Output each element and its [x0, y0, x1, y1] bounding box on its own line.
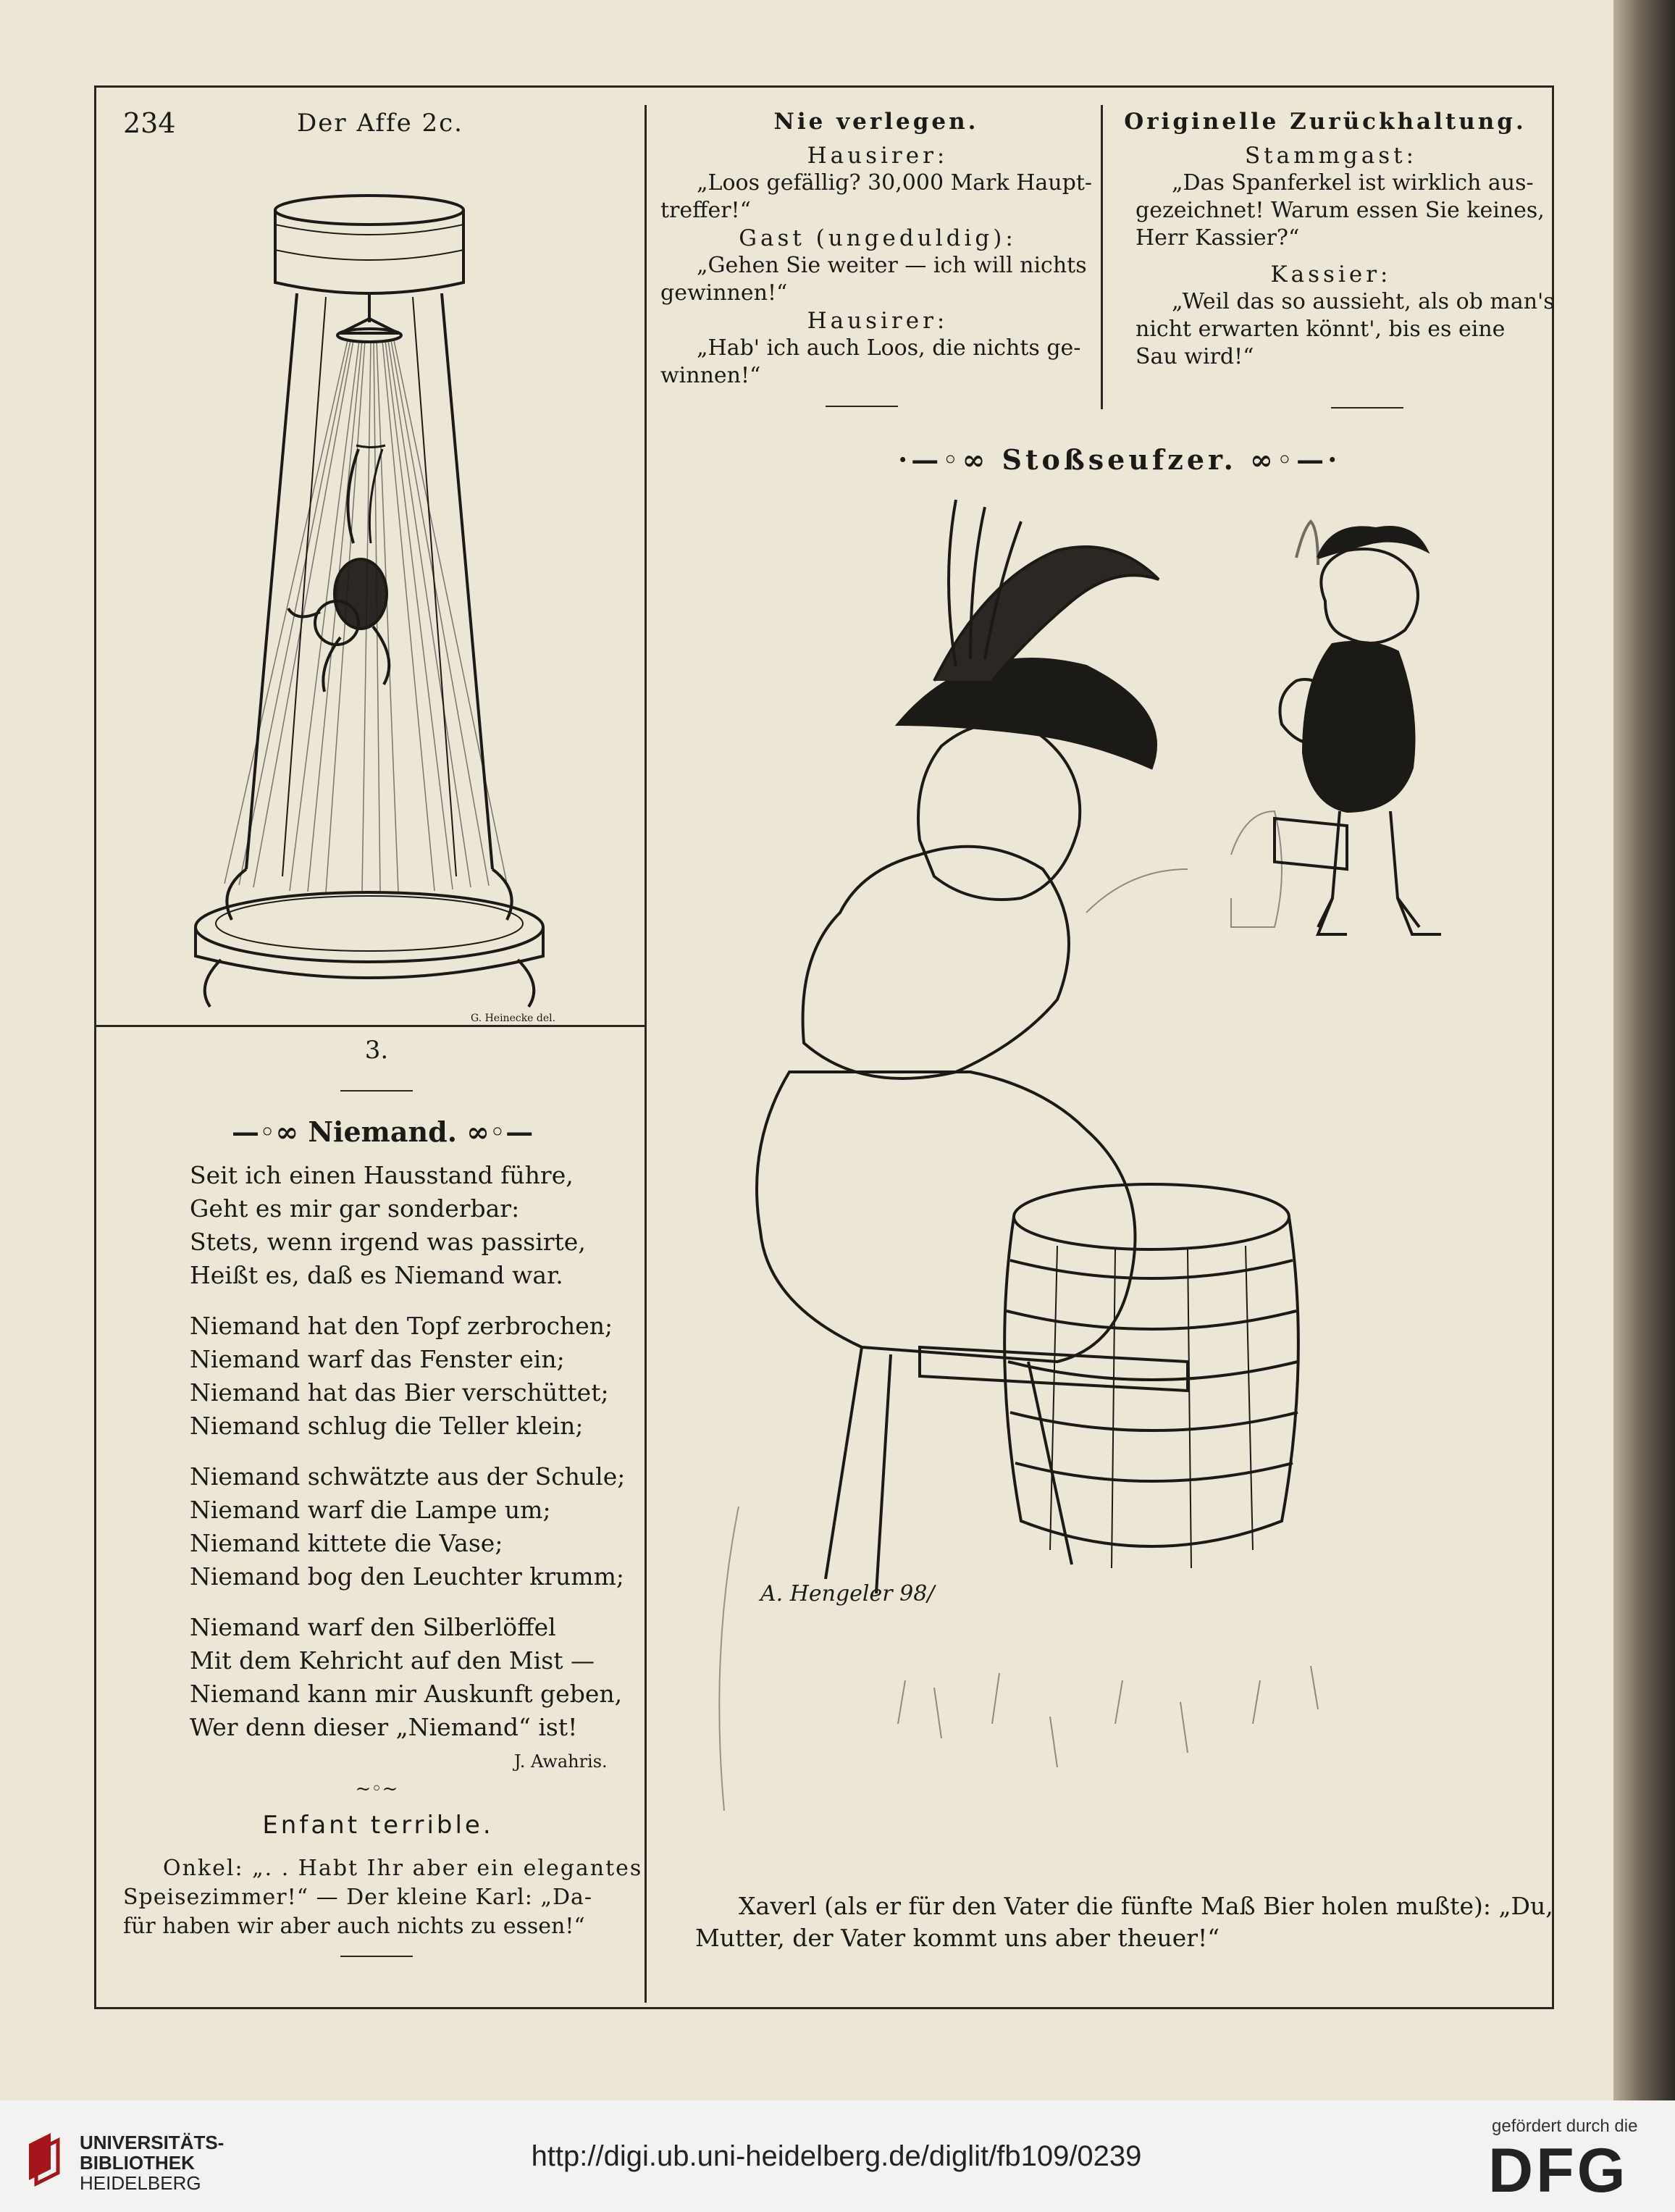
cartoon-illustration: [681, 493, 1535, 1811]
poem-line: Niemand bog den Leuchter krumm;: [190, 1562, 625, 1591]
poem-line: Seit ich einen Hausstand führe,: [190, 1161, 574, 1189]
text-line: „Hab' ich auch Loos, die nichts ge-: [697, 335, 1081, 361]
ornament-right: ∞◦—: [456, 1115, 534, 1148]
ornament-left: —◦∞: [232, 1115, 308, 1148]
ornament-right: ∞◦—·: [1236, 443, 1341, 476]
poem-line: Niemand kann mir Auskunft geben,: [190, 1680, 623, 1708]
poem-line: Niemand warf den Silberlöffel: [190, 1613, 556, 1641]
poem-line: Niemand hat den Topf zerbrochen;: [190, 1312, 613, 1340]
text-line: gezeichnet! Warum essen Sie keines,: [1135, 198, 1545, 223]
separator-rule: [340, 1090, 413, 1092]
separator-rule: [340, 1956, 413, 1957]
speaker: Stammgast:: [1244, 143, 1418, 169]
nie-verlegen-title: Nie verlegen.: [773, 109, 979, 135]
text-line: „Das Spanferkel ist wirklich aus-: [1172, 170, 1534, 196]
illustration-signature: G. Heinecke del.: [471, 1013, 556, 1024]
text-line: treffer!“: [660, 198, 751, 223]
artist-signature: A. Hengeler 98/: [760, 1581, 935, 1606]
poem-line: Niemand hat das Bier verschüttet;: [190, 1378, 609, 1407]
page-number: 234: [123, 107, 176, 139]
zurueckhaltung-text: [1135, 142, 1555, 371]
poem-line: Niemand kittete die Vase;: [190, 1529, 503, 1557]
library-line: BIBLIOTHEK: [80, 2152, 195, 2174]
poem-line: Niemand warf das Fenster ein;: [190, 1345, 565, 1373]
funded-by-label: gefördert durch die: [1492, 2116, 1638, 2136]
text-line: Onkel: „. . Habt Ihr aber ein elegantes: [163, 1856, 643, 1881]
poem-line: Geht es mir gar sonderbar:: [190, 1194, 520, 1223]
text-line: Sau wird!“: [1135, 344, 1254, 369]
viewer-footer: [0, 2100, 1675, 2212]
poem-line: Stets, wenn irgend was passirte,: [190, 1228, 586, 1256]
poem-title: Niemand.: [308, 1115, 457, 1148]
column-divider-top: [1101, 105, 1103, 409]
separator-rule: [826, 406, 898, 407]
text-line: Herr Kassier?“: [1135, 225, 1300, 251]
poem-author: J. Awahris.: [514, 1751, 608, 1772]
dfg-logo[interactable]: DFG: [1488, 2136, 1629, 2205]
ornament-divider: ~◦~: [355, 1778, 398, 1800]
speaker: Hausirer:: [807, 308, 949, 334]
zurueckhaltung-title: Originelle Zurückhaltung.: [1124, 109, 1527, 135]
caption-line: Mutter, der Vater kommt uns aber theuer!“: [695, 1924, 1220, 1952]
poem-line: Heißt es, daß es Niemand war.: [190, 1261, 563, 1289]
nie-verlegen-text: [660, 142, 1095, 390]
poem-line: Niemand warf die Lampe um;: [190, 1496, 551, 1524]
poem-line: Niemand schlug die Teller klein;: [190, 1412, 584, 1440]
text-line: gewinnen!“: [660, 280, 788, 306]
library-name[interactable]: [80, 2132, 224, 2193]
text-line: „Gehen Sie weiter — ich will nichts: [697, 253, 1087, 278]
text-line: winnen!“: [660, 363, 761, 388]
caption-line: Xaverl (als er für den Vater die fünfte Maß Bier holen mußte): „Du,: [739, 1892, 1553, 1920]
page-url-link[interactable]: http://digi.ub.uni-heidelberg.de/diglit/fb109/0239: [531, 2140, 1142, 2172]
ornament-left: ·—◦∞: [898, 443, 1002, 476]
poem-stanza-4: [190, 1611, 625, 1744]
poem-line: Wer denn dieser „Niemand“ ist!: [190, 1713, 578, 1741]
library-line: UNIVERSITÄTS-: [80, 2132, 224, 2153]
text-line: „Loos gefällig? 30,000 Mark Haupt-: [697, 170, 1093, 196]
poem-stanza-2: [190, 1310, 625, 1443]
poem-stanza-3: [190, 1460, 625, 1593]
separator-rule: [1331, 407, 1403, 409]
text-line: für haben wir aber auch nichts zu essen!“: [123, 1914, 585, 1939]
library-line: HEIDELBERG: [80, 2172, 201, 2194]
poem-stanza-1: [190, 1159, 625, 1292]
speaker: Kassier:: [1270, 261, 1392, 288]
enfant-text: [123, 1854, 642, 1941]
speaker: Hausirer:: [807, 143, 949, 169]
text-line: nicht erwarten könnt', bis es eine: [1135, 317, 1506, 342]
enfant-title: Enfant terrible.: [262, 1811, 494, 1840]
monkey-shower-illustration: [167, 159, 572, 1029]
cartoon-title: Stoßseufzer.: [1002, 443, 1237, 476]
poem-line: Niemand schwätzte aus der Schule;: [190, 1462, 626, 1491]
figure-label: 3.: [364, 1036, 389, 1065]
column-divider: [645, 105, 647, 2003]
poem-line: Mit dem Kehricht auf den Mist —: [190, 1646, 595, 1675]
text-line: „Weil das so aussieht, als ob man's: [1172, 289, 1555, 314]
running-title: Der Affe 2c.: [297, 109, 463, 138]
text-line: Speisezimmer!“ — Der kleine Karl: „Da-: [123, 1885, 593, 1910]
book-page-edge: [1613, 0, 1675, 2100]
library-logo-icon: [22, 2129, 65, 2187]
niemand-poem: [190, 1159, 625, 1761]
cartoon-caption: [695, 1890, 1553, 1954]
speaker: Gast (ungeduldig):: [739, 225, 1017, 251]
